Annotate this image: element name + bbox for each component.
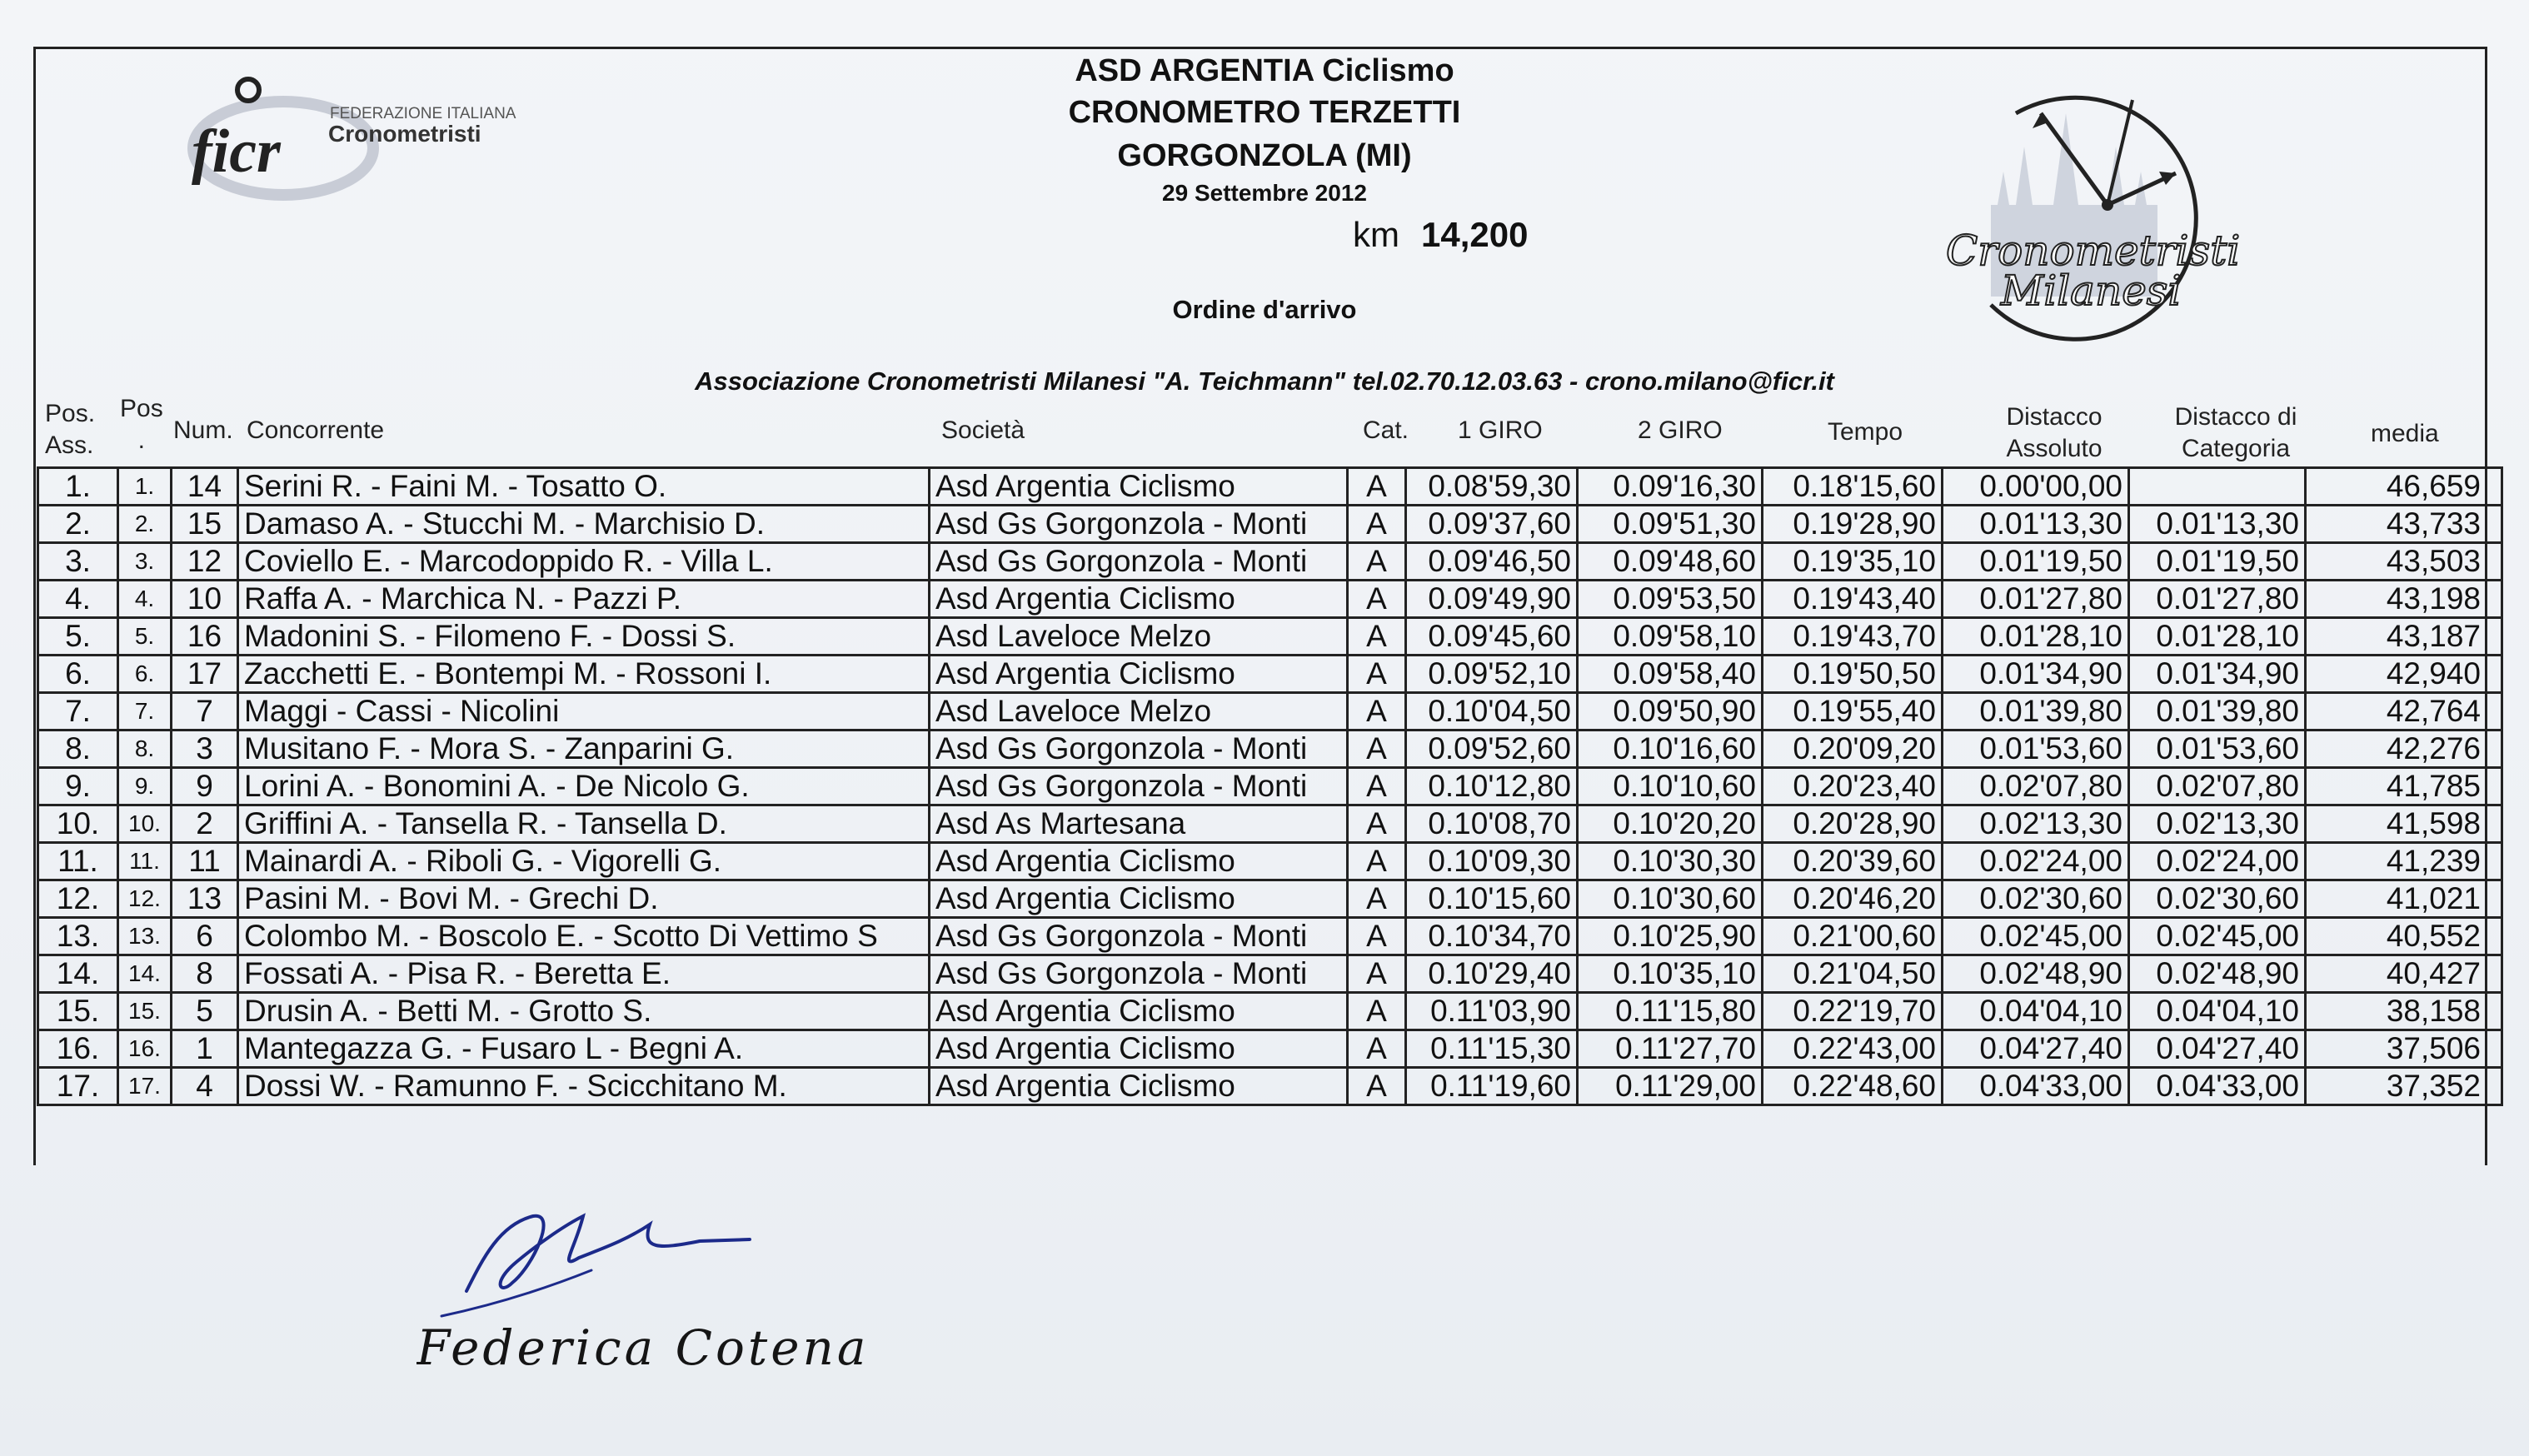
header-team: Società xyxy=(941,416,1025,444)
cell-competitor: Musitano F. - Mora S. - Zanparini G. xyxy=(238,730,930,768)
header-gap-cat-line1: Distacco di xyxy=(2174,403,2297,431)
cell-lap2: 0.10'25,90 xyxy=(1578,918,1763,955)
cell-num: 15 xyxy=(172,506,238,543)
cell-time: 0.22'43,00 xyxy=(1763,1030,1943,1068)
header-gap-abs-line2: Assoluto xyxy=(2006,435,2103,462)
cell-avg: 41,021 xyxy=(2306,880,2502,918)
header-competitor: Concorrente xyxy=(247,416,385,444)
organizer-title: ASD ARGENTIA Ciclismo xyxy=(1075,53,1454,88)
cell-num: 7 xyxy=(172,693,238,730)
table-row xyxy=(38,506,2502,543)
header-lap2: 2 GIRO xyxy=(1638,416,1723,444)
cell-lap2: 0.09'50,90 xyxy=(1578,693,1763,730)
cell-avg: 38,158 xyxy=(2306,993,2502,1030)
cell-pos-cat: 8. xyxy=(118,730,172,768)
cell-num: 10 xyxy=(172,581,238,618)
cell-gap-cat: 0.01'28,10 xyxy=(2129,618,2306,656)
ficr-mark: ficr xyxy=(192,117,281,186)
cell-competitor: Zacchetti E. - Bontempi M. - Rossoni I. xyxy=(238,656,930,693)
cell-lap1: 0.09'45,60 xyxy=(1406,618,1578,656)
cell-gap-abs: 0.04'33,00 xyxy=(1943,1068,2129,1105)
cell-time: 0.20'09,20 xyxy=(1763,730,1943,768)
cell-gap-cat: 0.01'34,90 xyxy=(2129,656,2306,693)
cell-num: 14 xyxy=(172,468,238,506)
cell-cat: A xyxy=(1348,918,1406,955)
cell-num: 4 xyxy=(172,1068,238,1105)
cell-pos: 16. xyxy=(38,1030,118,1068)
header-pos-ass xyxy=(45,398,95,461)
cell-competitor: Madonini S. - Filomeno F. - Dossi S. xyxy=(238,618,930,656)
cell-gap-abs: 0.00'00,00 xyxy=(1943,468,2129,506)
cell-competitor: Pasini M. - Bovi M. - Grechi D. xyxy=(238,880,930,918)
table-row xyxy=(38,1068,2502,1105)
cell-pos: 8. xyxy=(38,730,118,768)
association-line: Associazione Cronometristi Milanesi "A. Teichmann" tel.02.70.12.03.63 - crono.milano@ficr.it xyxy=(695,366,1834,396)
cell-pos: 15. xyxy=(38,993,118,1030)
cell-avg: 40,427 xyxy=(2306,955,2502,993)
cell-competitor: Colombo M. - Boscolo E. - Scotto Di Vettimo S xyxy=(238,918,930,955)
cell-time: 0.22'19,70 xyxy=(1763,993,1943,1030)
cell-avg: 37,506 xyxy=(2306,1030,2502,1068)
cell-lap2: 0.09'51,30 xyxy=(1578,506,1763,543)
cell-lap1: 0.10'04,50 xyxy=(1406,693,1578,730)
cell-pos-cat: 16. xyxy=(118,1030,172,1068)
table-row xyxy=(38,955,2502,993)
table-row xyxy=(38,693,2502,730)
cell-lap1: 0.09'52,60 xyxy=(1406,730,1578,768)
cell-pos-cat: 2. xyxy=(118,506,172,543)
cell-lap1: 0.10'08,70 xyxy=(1406,805,1578,843)
cell-pos: 6. xyxy=(38,656,118,693)
cell-gap-abs: 0.01'53,60 xyxy=(1943,730,2129,768)
table-row xyxy=(38,618,2502,656)
cell-competitor: Maggi - Cassi - Nicolini xyxy=(238,693,930,730)
cell-lap2: 0.09'58,10 xyxy=(1578,618,1763,656)
cell-pos: 1. xyxy=(38,468,118,506)
cell-cat: A xyxy=(1348,693,1406,730)
cell-pos-cat: 17. xyxy=(118,1068,172,1105)
cell-pos: 14. xyxy=(38,955,118,993)
cell-competitor: Serini R. - Faini M. - Tosatto O. xyxy=(238,468,930,506)
cell-gap-abs: 0.02'45,00 xyxy=(1943,918,2129,955)
event-title: CRONOMETRO TERZETTI xyxy=(1068,95,1461,130)
cell-pos: 10. xyxy=(38,805,118,843)
cell-avg: 41,239 xyxy=(2306,843,2502,880)
cell-avg: 43,198 xyxy=(2306,581,2502,618)
cell-pos-cat: 9. xyxy=(118,768,172,805)
cell-cat: A xyxy=(1348,618,1406,656)
cell-gap-abs: 0.02'07,80 xyxy=(1943,768,2129,805)
cell-num: 3 xyxy=(172,730,238,768)
signature-text: Federica Cotena xyxy=(417,1319,870,1376)
cell-gap-abs: 0.02'24,00 xyxy=(1943,843,2129,880)
cell-lap1: 0.10'34,70 xyxy=(1406,918,1578,955)
cell-team: Asd Argentia Ciclismo xyxy=(930,656,1348,693)
cell-time: 0.19'43,70 xyxy=(1763,618,1943,656)
cell-cat: A xyxy=(1348,1030,1406,1068)
results-subtitle: Ordine d'arrivo xyxy=(1172,295,1357,324)
cell-gap-cat: 0.01'19,50 xyxy=(2129,543,2306,581)
cell-gap-abs: 0.01'27,80 xyxy=(1943,581,2129,618)
logo-script-line1: Cronometristi xyxy=(1946,227,2241,275)
cell-pos: 7. xyxy=(38,693,118,730)
table-row xyxy=(38,843,2502,880)
cell-lap2: 0.10'20,20 xyxy=(1578,805,1763,843)
cell-time: 0.21'00,60 xyxy=(1763,918,1943,955)
cell-pos-cat: 1. xyxy=(118,468,172,506)
cell-team: Asd Laveloce Melzo xyxy=(930,693,1348,730)
cell-avg: 46,659 xyxy=(2306,468,2502,506)
header-gap-cat-line2: Categoria xyxy=(2181,435,2291,462)
cell-num: 6 xyxy=(172,918,238,955)
cell-gap-abs: 0.04'04,10 xyxy=(1943,993,2129,1030)
cell-lap1: 0.10'12,80 xyxy=(1406,768,1578,805)
cell-gap-cat: 0.01'13,30 xyxy=(2129,506,2306,543)
cell-lap1: 0.11'15,30 xyxy=(1406,1030,1578,1068)
table-row xyxy=(38,993,2502,1030)
cell-pos-cat: 10. xyxy=(118,805,172,843)
cell-gap-cat: 0.01'53,60 xyxy=(2129,730,2306,768)
cell-time: 0.20'23,40 xyxy=(1763,768,1943,805)
header-cat: Cat. xyxy=(1363,416,1409,444)
cell-pos: 13. xyxy=(38,918,118,955)
cell-team: Asd Laveloce Melzo xyxy=(930,618,1348,656)
cell-pos: 12. xyxy=(38,880,118,918)
table-row xyxy=(38,730,2502,768)
header-gap-abs xyxy=(2003,401,2106,465)
cell-lap2: 0.11'27,70 xyxy=(1578,1030,1763,1068)
cell-lap2: 0.10'30,30 xyxy=(1578,843,1763,880)
cell-gap-abs: 0.01'13,30 xyxy=(1943,506,2129,543)
cell-lap2: 0.09'16,30 xyxy=(1578,468,1763,506)
cell-lap2: 0.11'29,00 xyxy=(1578,1068,1763,1105)
cell-time: 0.20'28,90 xyxy=(1763,805,1943,843)
cell-lap2: 0.10'10,60 xyxy=(1578,768,1763,805)
logo-script-line2: Milanesi xyxy=(2001,267,2182,315)
cell-competitor: Mainardi A. - Riboli G. - Vigorelli G. xyxy=(238,843,930,880)
ficr-cronometristi-text: Cronometristi xyxy=(328,121,481,147)
cell-num: 5 xyxy=(172,993,238,1030)
cell-avg: 37,352 xyxy=(2306,1068,2502,1105)
cell-time: 0.22'48,60 xyxy=(1763,1068,1943,1105)
cell-team: Asd Gs Gorgonzola - Monti xyxy=(930,955,1348,993)
cell-team: Asd Gs Gorgonzola - Monti xyxy=(930,506,1348,543)
table-row xyxy=(38,918,2502,955)
cell-cat: A xyxy=(1348,768,1406,805)
cell-gap-abs: 0.02'30,60 xyxy=(1943,880,2129,918)
cell-time: 0.19'28,90 xyxy=(1763,506,1943,543)
cell-lap1: 0.09'52,10 xyxy=(1406,656,1578,693)
event-date: 29 Settembre 2012 xyxy=(1162,180,1367,206)
cell-pos-cat: 4. xyxy=(118,581,172,618)
cell-pos-cat: 14. xyxy=(118,955,172,993)
cell-pos-cat: 12. xyxy=(118,880,172,918)
cell-competitor: Lorini A. - Bonomini A. - De Nicolo G. xyxy=(238,768,930,805)
cell-cat: A xyxy=(1348,506,1406,543)
cell-avg: 42,940 xyxy=(2306,656,2502,693)
cell-lap2: 0.09'58,40 xyxy=(1578,656,1763,693)
cell-cat: A xyxy=(1348,955,1406,993)
cell-time: 0.18'15,60 xyxy=(1763,468,1943,506)
cell-team: Asd Argentia Ciclismo xyxy=(930,993,1348,1030)
cell-avg: 41,785 xyxy=(2306,768,2502,805)
cell-pos-cat: 11. xyxy=(118,843,172,880)
cell-cat: A xyxy=(1348,581,1406,618)
cell-team: Asd Gs Gorgonzola - Monti xyxy=(930,730,1348,768)
cell-lap1: 0.10'09,30 xyxy=(1406,843,1578,880)
header-time: Tempo xyxy=(1828,418,1903,446)
cell-cat: A xyxy=(1348,843,1406,880)
cell-team: Asd Argentia Ciclismo xyxy=(930,468,1348,506)
cell-competitor: Drusin A. - Betti M. - Grotto S. xyxy=(238,993,930,1030)
cell-lap1: 0.10'29,40 xyxy=(1406,955,1578,993)
cell-num: 2 xyxy=(172,805,238,843)
event-place: GORGONZOLA (MI) xyxy=(1117,138,1412,173)
cell-pos-cat: 7. xyxy=(118,693,172,730)
cell-cat: A xyxy=(1348,993,1406,1030)
cell-cat: A xyxy=(1348,805,1406,843)
cell-time: 0.20'39,60 xyxy=(1763,843,1943,880)
distance-value: 14,200 xyxy=(1421,215,1529,254)
cell-team: Asd Argentia Ciclismo xyxy=(930,843,1348,880)
cell-gap-abs: 0.01'28,10 xyxy=(1943,618,2129,656)
cell-cat: A xyxy=(1348,468,1406,506)
cell-gap-cat: 0.02'13,30 xyxy=(2129,805,2306,843)
cell-team: Asd Gs Gorgonzola - Monti xyxy=(930,543,1348,581)
cell-num: 12 xyxy=(172,543,238,581)
header-gap-abs-line1: Distacco xyxy=(2006,403,2103,431)
cell-cat: A xyxy=(1348,880,1406,918)
cell-lap1: 0.11'19,60 xyxy=(1406,1068,1578,1105)
cell-gap-cat: 0.02'07,80 xyxy=(2129,768,2306,805)
header-num: Num. xyxy=(173,416,233,444)
header-lap1: 1 GIRO xyxy=(1458,416,1543,444)
header-pos-cat-line1: Pos xyxy=(120,395,163,422)
cell-num: 13 xyxy=(172,880,238,918)
cell-team: Asd As Martesana xyxy=(930,805,1348,843)
cell-gap-cat: 0.04'33,00 xyxy=(2129,1068,2306,1105)
cell-competitor: Fossati A. - Pisa R. - Beretta E. xyxy=(238,955,930,993)
table-row xyxy=(38,880,2502,918)
cell-time: 0.19'35,10 xyxy=(1763,543,1943,581)
cell-lap1: 0.09'49,90 xyxy=(1406,581,1578,618)
header-gap-cat xyxy=(2164,401,2307,465)
cell-avg: 43,503 xyxy=(2306,543,2502,581)
cell-team: Asd Argentia Ciclismo xyxy=(930,581,1348,618)
cell-time: 0.19'43,40 xyxy=(1763,581,1943,618)
cell-lap2: 0.11'15,80 xyxy=(1578,993,1763,1030)
cell-num: 1 xyxy=(172,1030,238,1068)
cell-pos-cat: 6. xyxy=(118,656,172,693)
cell-avg: 43,187 xyxy=(2306,618,2502,656)
signature-name xyxy=(417,1299,1000,1391)
cell-gap-abs: 0.01'34,90 xyxy=(1943,656,2129,693)
table-row xyxy=(38,1030,2502,1068)
cell-avg: 40,552 xyxy=(2306,918,2502,955)
cell-gap-cat: 0.02'24,00 xyxy=(2129,843,2306,880)
cell-gap-cat: 0.01'39,80 xyxy=(2129,693,2306,730)
header-pos-cat xyxy=(120,393,163,456)
ficr-federation-text: FEDERAZIONE ITALIANA xyxy=(330,105,516,122)
cell-competitor: Mantegazza G. - Fusaro L - Begni A. xyxy=(238,1030,930,1068)
cell-time: 0.20'46,20 xyxy=(1763,880,1943,918)
cell-gap-cat: 0.04'27,40 xyxy=(2129,1030,2306,1068)
cell-lap2: 0.10'16,60 xyxy=(1578,730,1763,768)
cell-pos-cat: 3. xyxy=(118,543,172,581)
cell-num: 17 xyxy=(172,656,238,693)
cell-avg: 41,598 xyxy=(2306,805,2502,843)
cell-num: 8 xyxy=(172,955,238,993)
cell-pos-cat: 13. xyxy=(118,918,172,955)
cell-time: 0.19'50,50 xyxy=(1763,656,1943,693)
table-row xyxy=(38,581,2502,618)
cell-team: Asd Gs Gorgonzola - Monti xyxy=(930,918,1348,955)
cell-num: 11 xyxy=(172,843,238,880)
cell-competitor: Dossi W. - Ramunno F. - Scicchitano M. xyxy=(238,1068,930,1105)
cell-lap1: 0.09'46,50 xyxy=(1406,543,1578,581)
cell-team: Asd Argentia Ciclismo xyxy=(930,1068,1348,1105)
cell-gap-cat: 0.04'04,10 xyxy=(2129,993,2306,1030)
cell-gap-abs: 0.01'39,80 xyxy=(1943,693,2129,730)
cell-gap-abs: 0.02'13,30 xyxy=(1943,805,2129,843)
cell-pos: 11. xyxy=(38,843,118,880)
header-pos-ass-line1: Pos. xyxy=(45,400,96,427)
distance xyxy=(1353,215,1528,255)
cell-gap-cat xyxy=(2129,468,2306,506)
table-row xyxy=(38,468,2502,506)
results-table xyxy=(37,466,2503,1106)
table-row xyxy=(38,543,2502,581)
distance-unit: km xyxy=(1353,215,1399,254)
cell-lap2: 0.10'35,10 xyxy=(1578,955,1763,993)
cell-gap-cat: 0.02'48,90 xyxy=(2129,955,2306,993)
cell-gap-cat: 0.02'30,60 xyxy=(2129,880,2306,918)
cell-time: 0.19'55,40 xyxy=(1763,693,1943,730)
header-avg: media xyxy=(2371,420,2439,447)
cell-lap1: 0.10'15,60 xyxy=(1406,880,1578,918)
cell-pos: 17. xyxy=(38,1068,118,1105)
header-pos-cat-line2: . xyxy=(137,426,146,454)
cell-gap-cat: 0.02'45,00 xyxy=(2129,918,2306,955)
cell-competitor: Coviello E. - Marcodoppido R. - Villa L. xyxy=(238,543,930,581)
cell-num: 9 xyxy=(172,768,238,805)
cell-cat: A xyxy=(1348,543,1406,581)
cell-gap-cat: 0.01'27,80 xyxy=(2129,581,2306,618)
cell-pos: 4. xyxy=(38,581,118,618)
cell-competitor: Damaso A. - Stucchi M. - Marchisio D. xyxy=(238,506,930,543)
cell-gap-abs: 0.01'19,50 xyxy=(1943,543,2129,581)
cell-time: 0.21'04,50 xyxy=(1763,955,1943,993)
cell-lap1: 0.11'03,90 xyxy=(1406,993,1578,1030)
cell-pos-cat: 15. xyxy=(118,993,172,1030)
table-row xyxy=(38,768,2502,805)
table-row xyxy=(38,805,2502,843)
header-pos-ass-line2: Ass. xyxy=(45,431,94,459)
cell-avg: 42,276 xyxy=(2306,730,2502,768)
cell-pos: 5. xyxy=(38,618,118,656)
cell-num: 16 xyxy=(172,618,238,656)
cell-lap2: 0.10'30,60 xyxy=(1578,880,1763,918)
cell-team: Asd Gs Gorgonzola - Monti xyxy=(930,768,1348,805)
cell-avg: 43,733 xyxy=(2306,506,2502,543)
cell-team: Asd Argentia Ciclismo xyxy=(930,1030,1348,1068)
cell-cat: A xyxy=(1348,656,1406,693)
cell-pos: 9. xyxy=(38,768,118,805)
cell-avg: 42,764 xyxy=(2306,693,2502,730)
cell-competitor: Raffa A. - Marchica N. - Pazzi P. xyxy=(238,581,930,618)
cell-gap-abs: 0.04'27,40 xyxy=(1943,1030,2129,1068)
cell-gap-abs: 0.02'48,90 xyxy=(1943,955,2129,993)
cell-pos: 3. xyxy=(38,543,118,581)
cell-competitor: Griffini A. - Tansella R. - Tansella D. xyxy=(238,805,930,843)
cell-pos-cat: 5. xyxy=(118,618,172,656)
cell-lap2: 0.09'48,60 xyxy=(1578,543,1763,581)
table-row xyxy=(38,656,2502,693)
cell-cat: A xyxy=(1348,1068,1406,1105)
cell-cat: A xyxy=(1348,730,1406,768)
cell-lap1: 0.09'37,60 xyxy=(1406,506,1578,543)
cell-lap1: 0.08'59,30 xyxy=(1406,468,1578,506)
results-rows xyxy=(38,468,2502,1105)
cell-pos: 2. xyxy=(38,506,118,543)
cell-team: Asd Argentia Ciclismo xyxy=(930,880,1348,918)
cell-lap2: 0.09'53,50 xyxy=(1578,581,1763,618)
